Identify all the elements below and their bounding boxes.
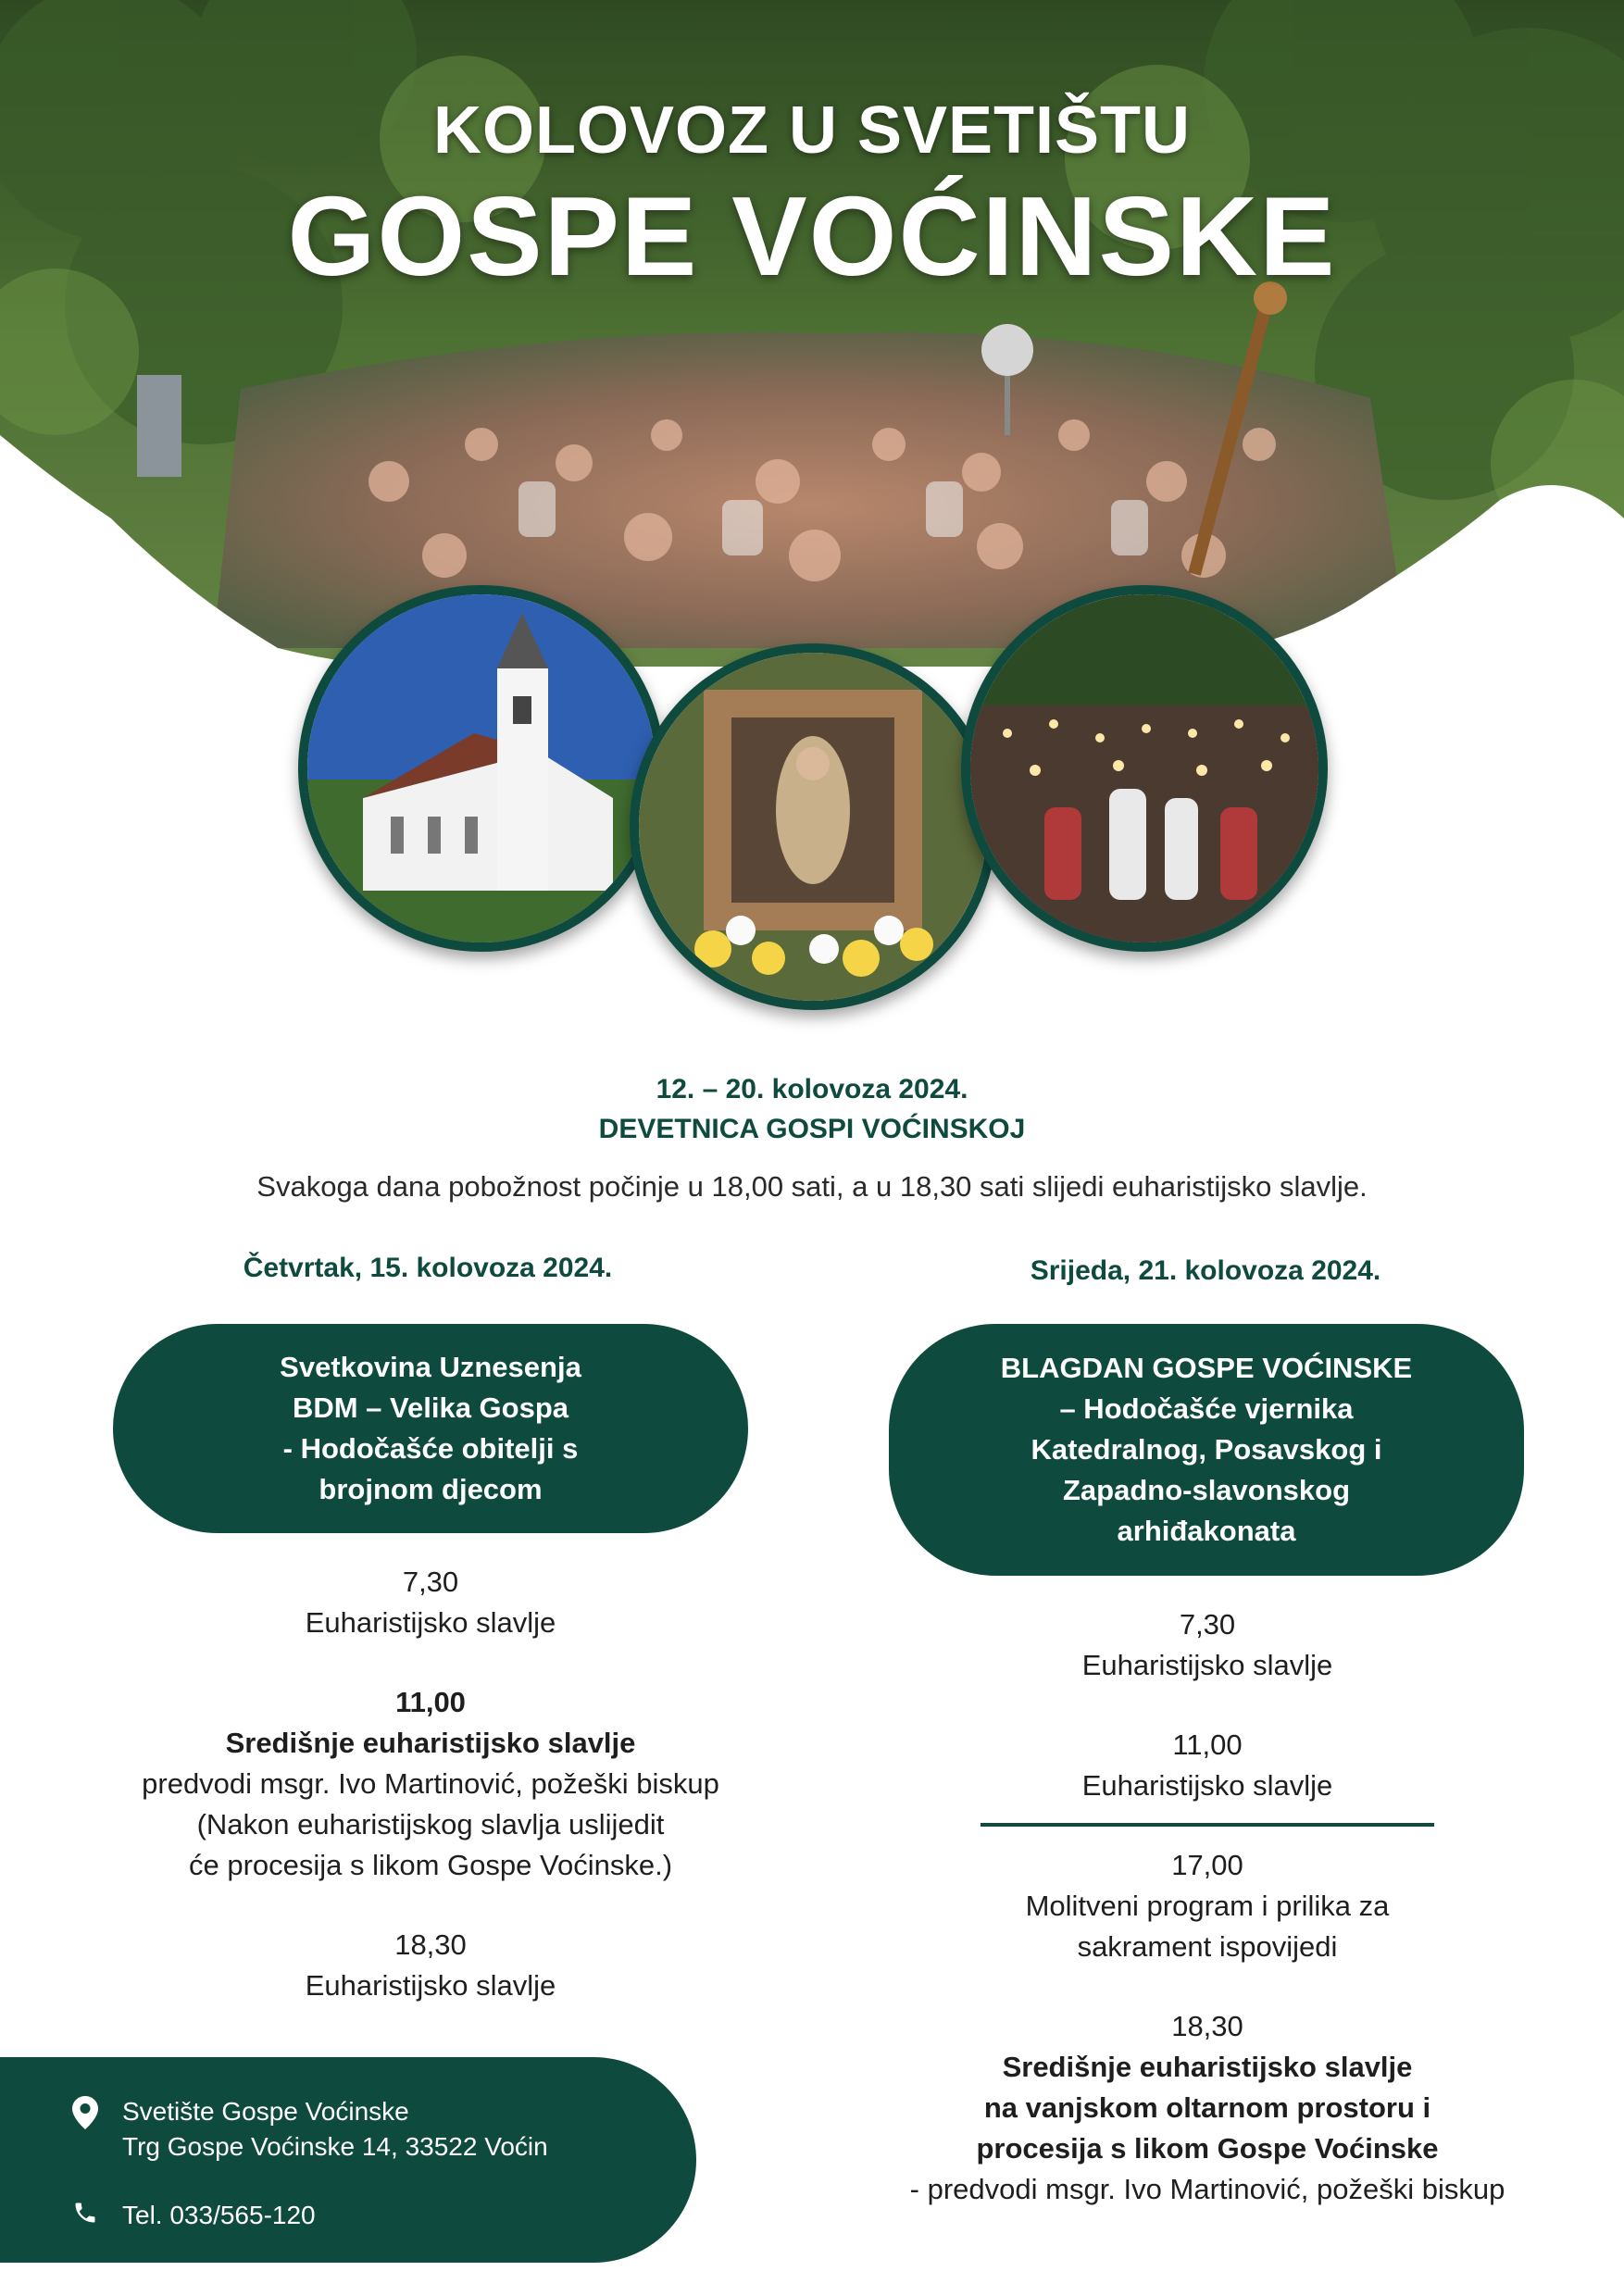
candle-procession-photo (961, 585, 1328, 952)
left-day-heading: Četvrtak, 15. kolovoza 2024. (243, 1253, 613, 1283)
event-time: 11,00 (1172, 1728, 1243, 1761)
right-day-heading: Srijeda, 21. kolovoza 2024. (1030, 1255, 1381, 1286)
schedule-item (56, 1562, 806, 1643)
divider (981, 1823, 1434, 1827)
event-text: Euharistijsko slavlje (305, 1606, 556, 1639)
event-text: Euharistijsko slavlje (1081, 1649, 1333, 1681)
sanctuary-name: Svetište Gospe Voćinske (122, 2097, 409, 2126)
phone-icon (72, 2200, 98, 2232)
church-photo (298, 585, 665, 952)
phone-number: Tel. 033/565-120 (122, 2201, 316, 2229)
event-time: 7,30 (1179, 1608, 1236, 1641)
novena-dates: 12. – 20. kolovoza 2024. (656, 1074, 968, 1104)
contact-box (0, 2057, 696, 2263)
schedule-item (833, 2006, 1581, 2210)
left-feast-pill: Svetkovina Uznesenja BDM – Velika Gospa - Hodočašće obitelji s brojnom djecom (113, 1324, 748, 1533)
sanctuary-address: Trg Gospe Voćinske 14, 33522 Voćin (122, 2132, 548, 2161)
title-line-2: GOSPE VOĆINSKE (287, 173, 1337, 299)
event-text: Središnje euharistijsko slavlje (225, 1727, 636, 1759)
event-time: 7,30 (402, 1566, 459, 1598)
event-note: predvodi msgr. Ivo Martinović, požeški biskup (Nakon euharistijskog slavlja uslijedit će procesija s likom Gospe Voćinske.) (142, 1767, 719, 1881)
novena-title: DEVETNICA GOSPI VOĆINSKOJ (598, 1114, 1026, 1144)
event-time: 17,00 (1171, 1849, 1243, 1881)
schedule-item (833, 1845, 1581, 1967)
madonna-icon-photo (630, 643, 996, 1010)
event-text: Euharistijsko slavlje (1081, 1769, 1333, 1802)
event-note: - predvodi msgr. Ivo Martinović, požeški biskup (909, 2173, 1505, 2205)
event-text: Molitveni program i prilika za sakrament ispovijedi (1025, 1890, 1390, 1963)
schedule-item (56, 1925, 806, 2006)
title-line-1: KOLOVOZ U SVETIŠTU (432, 94, 1192, 168)
event-text: Euharistijsko slavlje (305, 1969, 556, 2002)
event-time: 11,00 (395, 1686, 466, 1718)
schedule-item (833, 1725, 1581, 1806)
event-time: 18,30 (1171, 2010, 1243, 2042)
left-schedule (56, 1562, 806, 2045)
right-schedule (833, 1604, 1581, 2249)
contact-phone[interactable] (72, 2198, 316, 2233)
event-text: Središnje euharistijsko slavlje na vanjskom oltarnom prostoru i procesija s likom Gospe Voćinske (976, 2051, 1439, 2165)
map-pin-icon (72, 2096, 98, 2136)
right-feast-pill: BLAGDAN GOSPE VOĆINSKE – Hodočašće vjernika Katedralnog, Posavskog i Zapadno-slavonskog arhiđakonata (889, 1324, 1524, 1576)
contact-address (72, 2094, 548, 2165)
event-time: 18,30 (394, 1928, 467, 1961)
novena-daily-schedule: Svakoga dana pobožnost počinje u 18,00 sati, a u 18,30 sati slijedi euharistijsko slavlje. (256, 1170, 1368, 1203)
schedule-item (56, 1682, 806, 1886)
schedule-item (833, 1604, 1581, 1686)
